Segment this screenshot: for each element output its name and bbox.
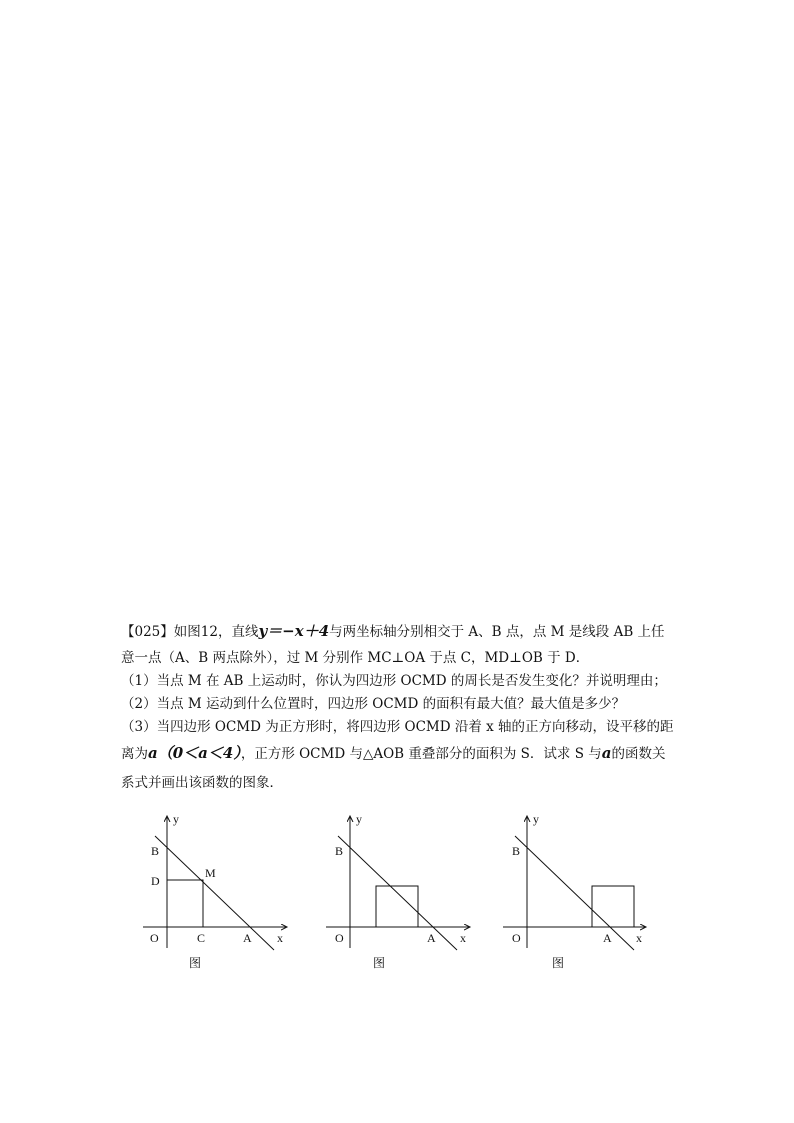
figure-caption: 图 (373, 956, 386, 970)
label-b: B (512, 844, 521, 858)
problem-line1-b: 与两坐标轴分别相交于 A、B 点，点 M 是线段 AB 上任 (329, 624, 665, 640)
problem-line1-a: 如图12，直线 (173, 624, 259, 640)
q3-part-1: 离为 (121, 746, 148, 762)
figure-2 (326, 812, 470, 970)
label-x: x (460, 931, 466, 945)
variable-a-2: a (601, 744, 612, 762)
q3-part-2: ，正方形 OCMD 与△AOB 重叠部分的面积为 S．试求 S 与 (240, 746, 602, 762)
label-y: y (533, 812, 539, 826)
figure-3 (503, 812, 646, 970)
label-d: D (151, 874, 160, 888)
label-c: C (197, 931, 206, 945)
label-y: y (356, 812, 362, 826)
label-a: A (243, 931, 252, 945)
label-b: B (151, 844, 160, 858)
figure-caption: 图 (189, 956, 202, 970)
line-ab (155, 836, 274, 950)
label-m: M (205, 866, 216, 880)
problem-tag: 【025】 (121, 624, 174, 640)
label-y: y (173, 812, 179, 826)
problem-line-2: 意一点（A、B 两点除外），过 M 分别作 MC⊥OA 于点 C，MD⊥OB 于 D． (121, 650, 590, 666)
figure-caption: 图 (552, 956, 565, 970)
square (592, 886, 634, 927)
label-o: O (150, 931, 159, 945)
q3-part-3: 的函数关 (611, 746, 666, 762)
range: （0＜a＜4） (157, 744, 241, 762)
label-b: B (335, 844, 344, 858)
figure-1 (143, 812, 287, 970)
label-x: x (636, 931, 642, 945)
line-ab (515, 836, 634, 950)
question-2: （2）当点 M 运动到什么位置时，四边形 OCMD 的面积有最大值？最大值是多少？ (121, 696, 626, 712)
label-o: O (512, 931, 521, 945)
equation: y＝−x＋4 (258, 622, 330, 640)
label-a: A (427, 931, 436, 945)
variable-a: a (148, 744, 158, 762)
line-ab (338, 836, 457, 950)
label-x: x (277, 931, 283, 945)
question-3-line-1: （3）当四边形 OCMD 为正方形时，将四边形 OCMD 沿着 x 轴的正方向移动，设平移的距 (121, 719, 674, 735)
rectangle-ocmd (167, 880, 203, 927)
question-3-line-3: 系式并画出该函数的图象． (121, 775, 283, 791)
question-1: （1）当点 M 在 AB 上运动时，你认为四边形 OCMD 的周长是否发生变化？并说明理由； (121, 673, 667, 689)
label-a: A (603, 931, 612, 945)
label-o: O (335, 931, 344, 945)
